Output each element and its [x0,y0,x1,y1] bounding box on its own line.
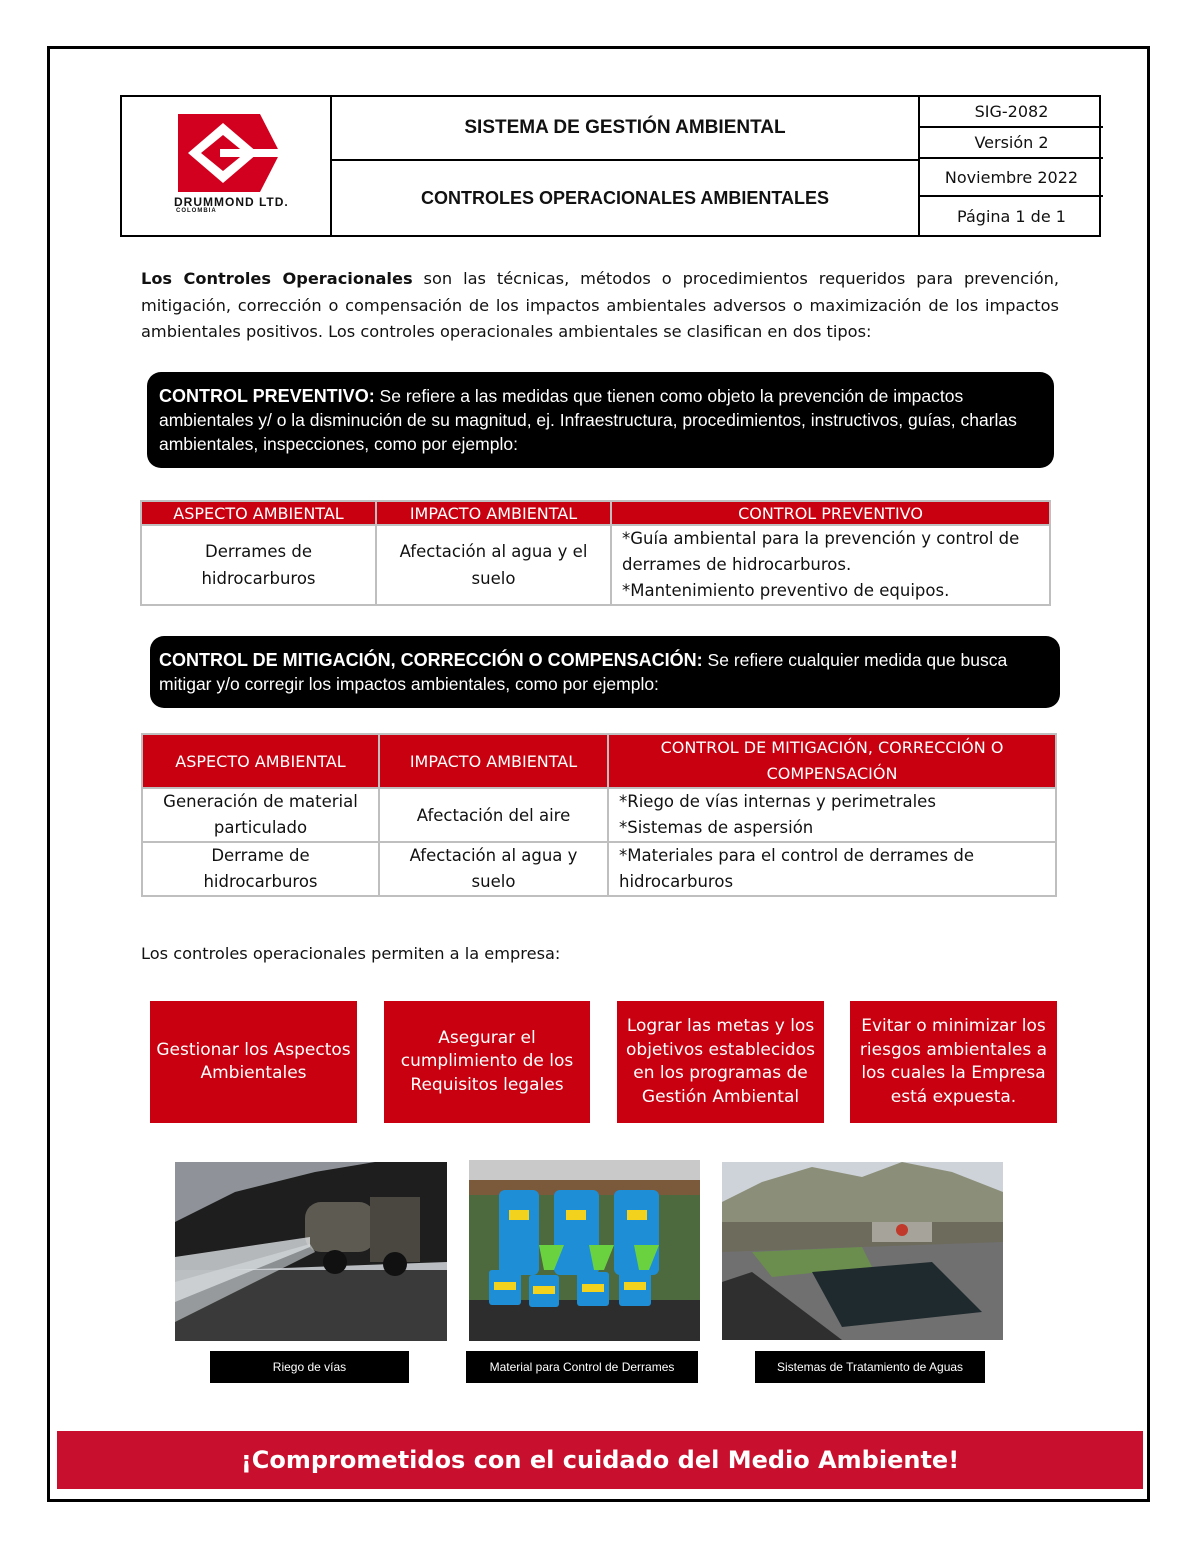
mitigation-definition-box [150,636,1060,708]
preventive-table [140,500,1051,606]
table-header: CONTROL PREVENTIVO [611,501,1050,525]
preventive-definition-box [147,372,1054,468]
table-header: IMPACTO AMBIENTAL [376,501,611,525]
photo-caption: Material para Control de Derrames [466,1351,698,1383]
control-item: *Mantenimiento preventivo de equipos. [622,581,950,600]
photo-caption: Riego de vías [210,1351,409,1383]
table-cell: Afectación del aire [379,788,608,842]
document-date: Noviembre 2022 [920,159,1103,197]
control-item: *Guía ambiental para la prevención y control de derrames de hidrocarburos. [622,529,1020,574]
document-header [120,95,1101,237]
mitigation-text: Se refiere cualquier medida que busca mitigar y/o corregir los impactos ambientales, como por ejemplo: [159,650,1008,694]
benefit-card: Asegurar el cumplimiento de los Requisitos legales [384,1001,590,1123]
control-item: *Sistemas de aspersión [619,818,814,837]
table-header: ASPECTO AMBIENTAL [142,734,379,788]
table-cell: Generación de material particulado [142,788,379,842]
benefit-card: Gestionar los Aspectos Ambientales [150,1001,357,1123]
table-cell [608,788,1056,842]
photo-water-treatment [722,1162,1003,1340]
drummond-logo-icon [122,97,330,235]
mitigation-table [141,733,1057,897]
table-cell: Afectación al agua y suelo [379,842,608,896]
table-cell: *Materiales para el control de derrames de hidrocarburos [608,842,1056,896]
document-version: Versión 2 [920,128,1103,159]
logo-name: DRUMMOND LTD. [174,195,289,209]
benefit-card: Lograr las metas y los objetivos establecidos en los programas de Gestión Ambiental [617,1001,824,1123]
benefits-intro: Los controles operacionales permiten a la empresa: [141,944,561,963]
benefit-card: Evitar o minimizar los riesgos ambientales a los cuales la Empresa está expuesta. [850,1001,1057,1123]
logo-subtitle: COLOMBIA [176,208,217,214]
table-cell [611,525,1050,605]
footer-slogan: ¡Comprometidos con el cuidado del Medio Ambiente! [57,1431,1143,1489]
table-cell: Afectación al agua y el suelo [376,525,611,605]
preventive-text: Se refiere a las medidas que tienen como objeto la prevención de impactos ambientales y/ o la disminución de su magnitud, ej. Infraestructura, procedimientos, instructivos, guías, charlas ambientales, inspecciones, como por ejemplo: [159,386,1017,454]
photo-spill-materials [469,1160,700,1341]
intro-text: son las técnicas, métodos o procedimientos requeridos para prevención, mitigación, corrección o compensación de los impactos ambientales adversos o maximización de los impactos ambientales positivos. Los controles operacionales ambientales se clasifican en dos tipos: [141,269,1060,341]
intro-lead: Los Controles Operacionales [141,269,413,288]
photo-road-irrigation [175,1162,447,1341]
document-meta [918,97,1103,235]
logo-cell [122,97,332,235]
document-code: SIG-2082 [920,97,1103,128]
preventive-lead: CONTROL PREVENTIVO: [159,386,375,406]
system-title: SISTEMA DE GESTIÓN AMBIENTAL [332,97,918,161]
table-cell: Derrame de hidrocarburos [142,842,379,896]
table-header: IMPACTO AMBIENTAL [379,734,608,788]
table-header: CONTROL DE MITIGACIÓN, CORRECCIÓN O COMPENSACIÓN [608,734,1056,788]
table-row [142,788,1056,842]
mitigation-lead: CONTROL DE MITIGACIÓN, CORRECCIÓN O COMPENSACIÓN: [159,650,703,670]
table-row [141,525,1050,605]
document-title: CONTROLES OPERACIONALES AMBIENTALES [420,187,829,208]
photo-caption: Sistemas de Tratamiento de Aguas [755,1351,985,1383]
table-row [142,842,1056,896]
table-cell: Derrames de hidrocarburos [141,525,376,605]
table-header: ASPECTO AMBIENTAL [141,501,376,525]
page-number: Página 1 de 1 [957,206,1066,226]
control-item: *Riego de vías internas y perimetrales [619,792,936,811]
intro-paragraph [141,266,1059,346]
